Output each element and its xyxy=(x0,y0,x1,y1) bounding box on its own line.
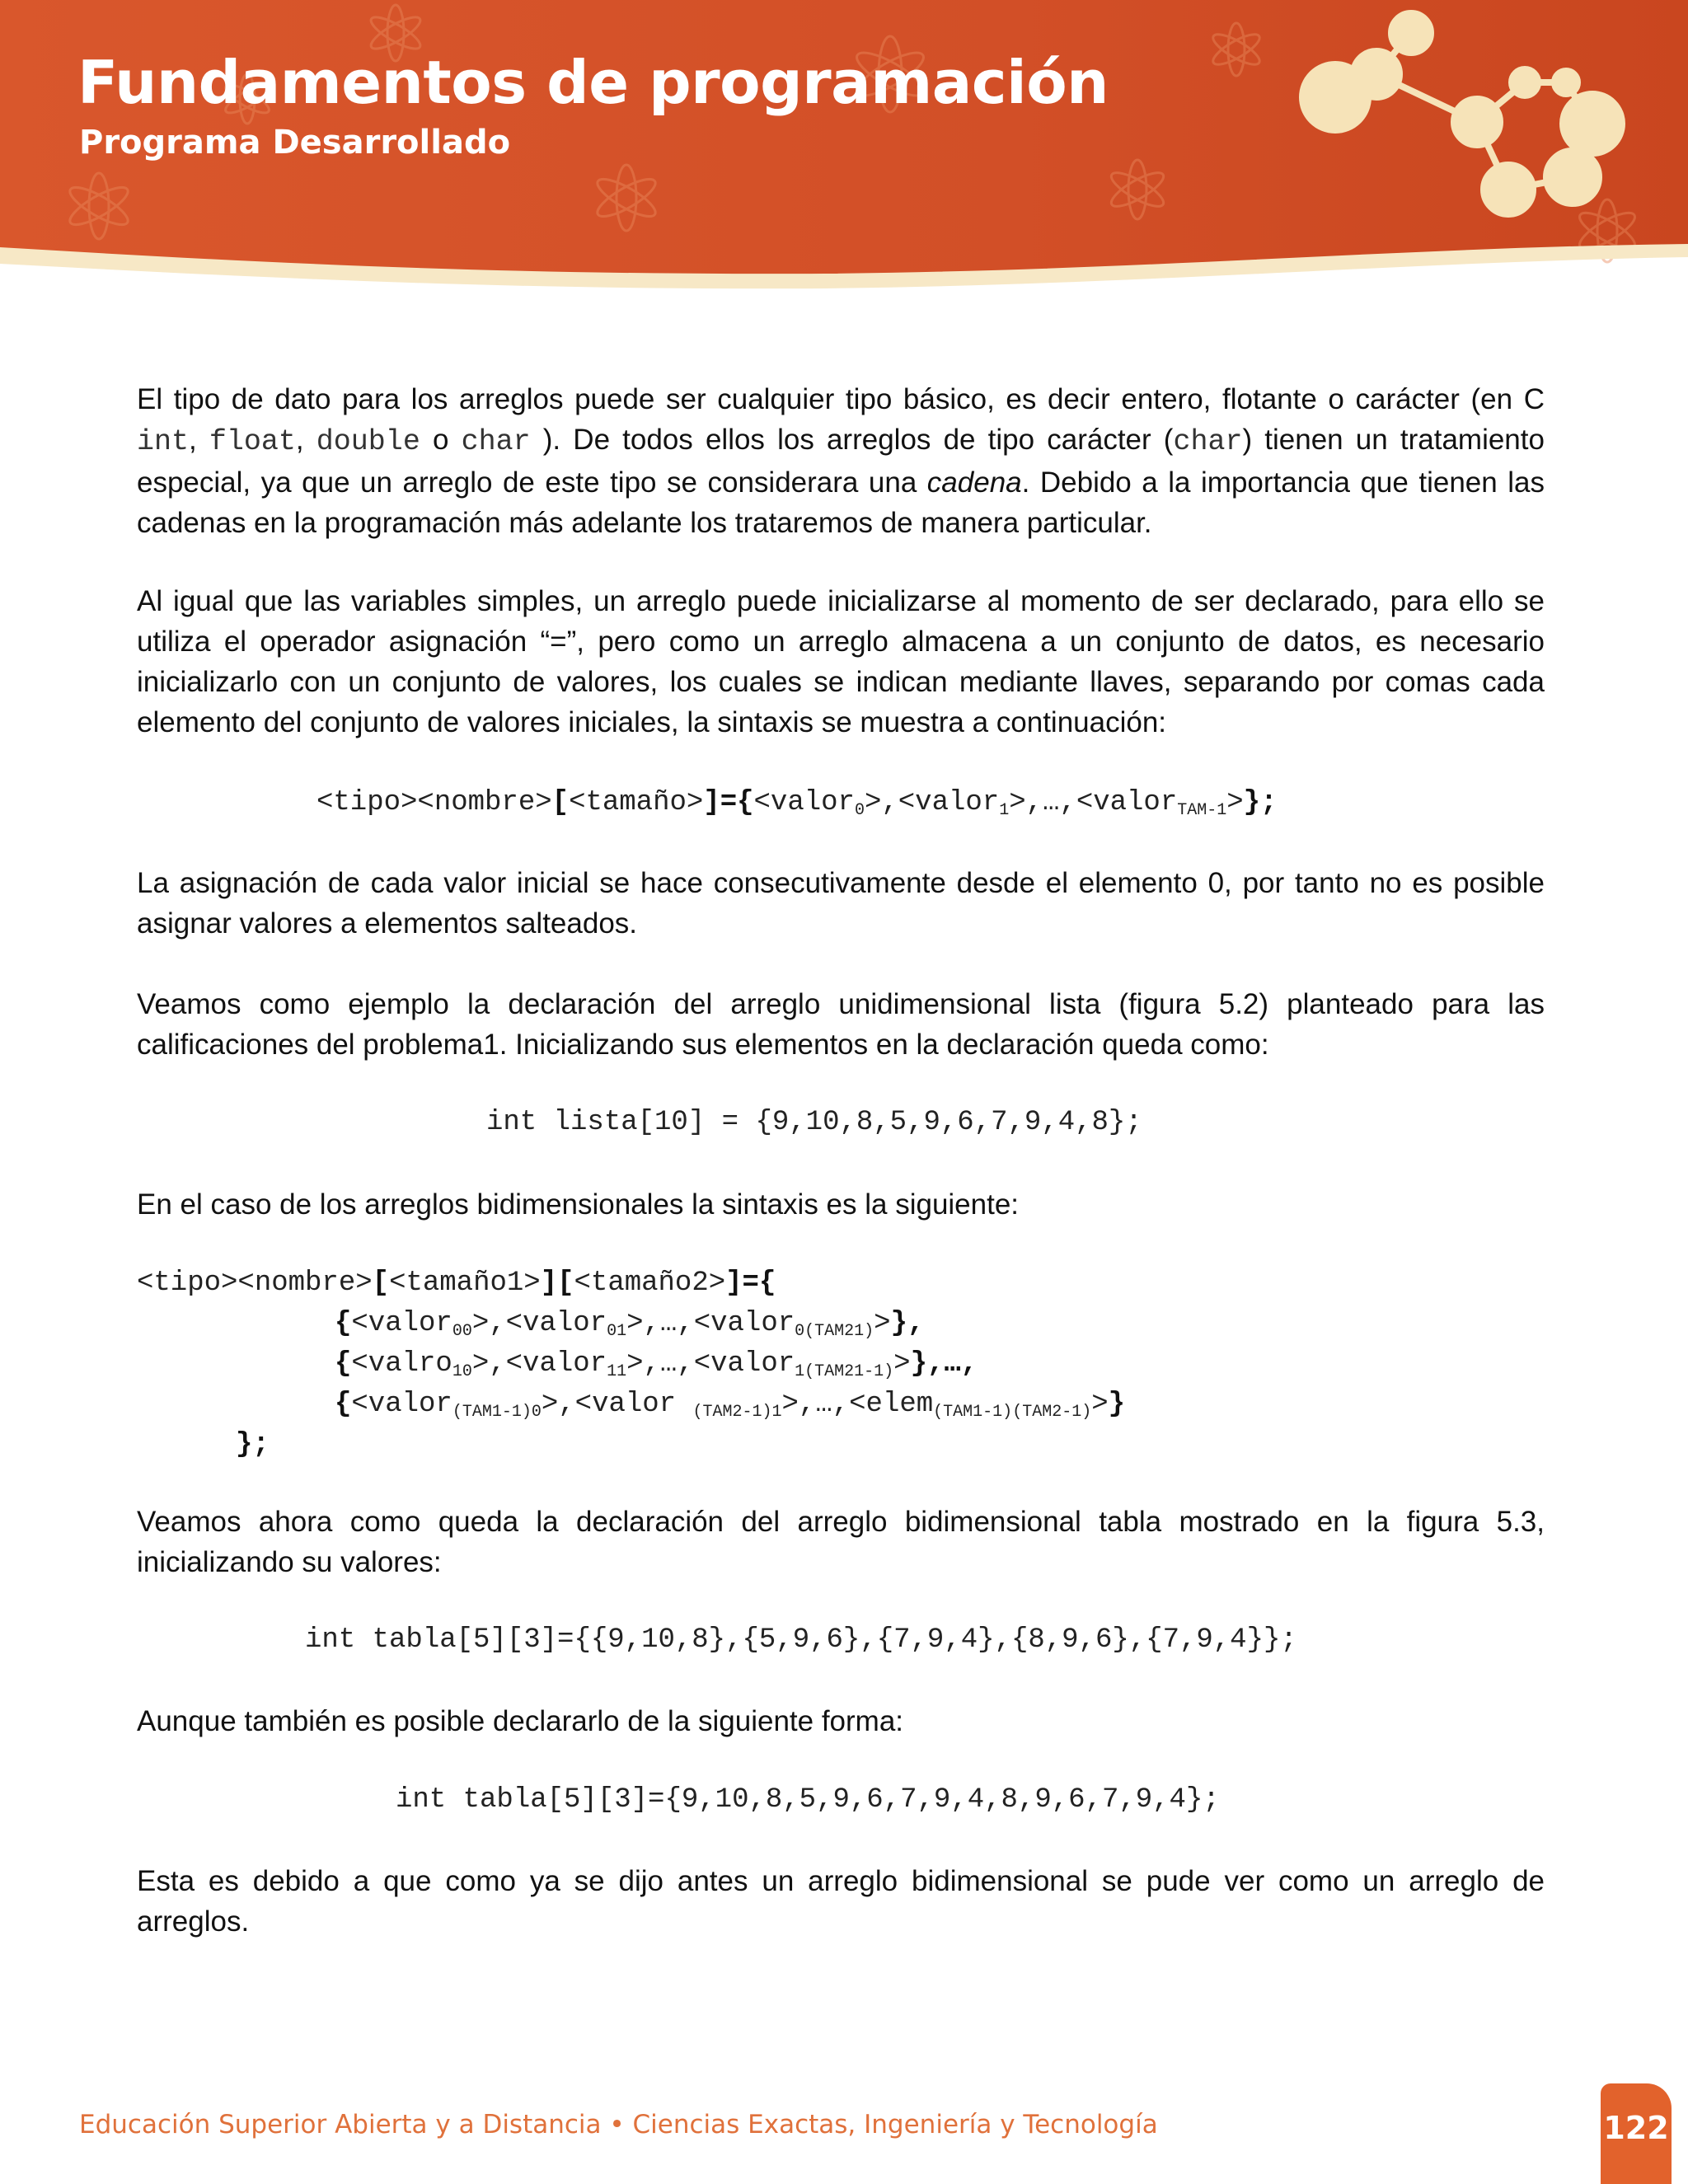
paragraph-assignment: La asignación de cada valor inicial se hace consecutivamente desde el elemento 0, por tanto no es posible asignar valores a elementos salteados. xyxy=(137,867,1545,940)
footer-institution: Educación Superior Abierta y a Distancia • Ciencias Exactas, Ingeniería y Tecnología xyxy=(79,2110,1158,2139)
document-title: Fundamentos de programación xyxy=(77,48,1109,117)
code-tabla-flat: int tabla[5][3]={9,10,8,5,9,6,7,9,4,8,9,6,7,9,4}; xyxy=(396,1784,1220,1816)
code-double: double xyxy=(316,425,420,458)
document-subtitle: Programa Desarrollado xyxy=(79,124,511,162)
syntax-2d-line-2: {<valor$_{00}$>,<valor$_{01}$>,…,<valor$_{0(TAM21)}$>}, xyxy=(335,1308,925,1341)
paragraph-2d-syntax-intro: En el caso de los arreglos bidimensionales la sintaxis es la siguiente: xyxy=(137,1188,1020,1221)
paragraph-example-tabla: Veamos ahora como queda la declaración del arreglo bidimensional tabla mostrado en la figura 5.3, inicializando su valores: xyxy=(137,1506,1545,1578)
syntax-2d-init xyxy=(137,1263,1125,1465)
header-banner xyxy=(0,0,1688,297)
paragraph-example-lista: Veamos como ejemplo la declaración del arreglo unidimensional lista (figura 5.2) planteado para las calificaciones del problema1. Inicializando sus elementos en la declaración queda como: xyxy=(137,988,1545,1061)
paragraph-data-types: El tipo de dato para los arreglos puede ser cualquier tipo básico, es decir entero, flotante o carácter (en C int, float, double o char ). De todos ellos los arreglos de tipo carácter (char) tienen un tratamiento especial, ya que un arreglo de este tipo se considerara una cadena. Debido a la importancia que tienen las cadenas en la programación más adelante los trataremos de manera particular. xyxy=(137,383,1545,539)
code-char-2: char xyxy=(1173,425,1243,458)
syntax-2d-line-3: {<valro$_{10}$>,<valor$_{11}$>,…,<valor$_{1(TAM21-1)}$>},…, xyxy=(335,1348,978,1381)
paragraph-alternative: Aunque también es posible declararlo de la siguiente forma: xyxy=(137,1705,904,1737)
syntax-1d-init: <tipo><nombre>[<tamaño>]={<valor$_0$>,<valor$_1$>,…,<valor$_{TAM-1}$>}; xyxy=(316,787,1278,820)
syntax-2d-line-5: }; xyxy=(236,1429,270,1460)
paragraph-conclusion: Esta es debido a que como ya se dijo antes un arreglo bidimensional se pude ver como un arreglo de arreglos. xyxy=(137,1865,1545,1938)
code-float: float xyxy=(209,425,296,458)
term-cadena: cadena xyxy=(926,466,1022,499)
paragraph-initialization: Al igual que las variables simples, un arreglo puede inicializarse al momento de ser declarado, para ello se utiliza el operador asignación “=”, pero como un arreglo almacena a un conjunto de datos, es necesario inicializarlo con un conjunto de valores, los cuales se indican mediante llaves, separando por comas cada elemento del conjunto de valores iniciales, la sintaxis se muestra a continuación: xyxy=(137,585,1545,738)
code-lista-declaration: int lista[10] = {9,10,8,5,9,6,7,9,4,8}; xyxy=(486,1107,1142,1138)
code-int: int xyxy=(137,425,190,458)
syntax-2d-line-4: {<valor$_{(TAM1-1)0}$>,<valor $_{(TAM2-1)1}$>,…,<elem$_{(TAM1-1)(TAM2-1)}$>} xyxy=(335,1389,1126,1422)
code-tabla-nested: int tabla[5][3]={{9,10,8},{5,9,6},{7,9,4},{8,9,6},{7,9,4}}; xyxy=(305,1624,1297,1656)
syntax-2d-line-1: <tipo><nombre>[<tamaño1>][<tamaño2>]={ xyxy=(137,1268,776,1299)
code-char: char xyxy=(461,425,531,458)
page-number: 122 xyxy=(1603,2110,1669,2146)
